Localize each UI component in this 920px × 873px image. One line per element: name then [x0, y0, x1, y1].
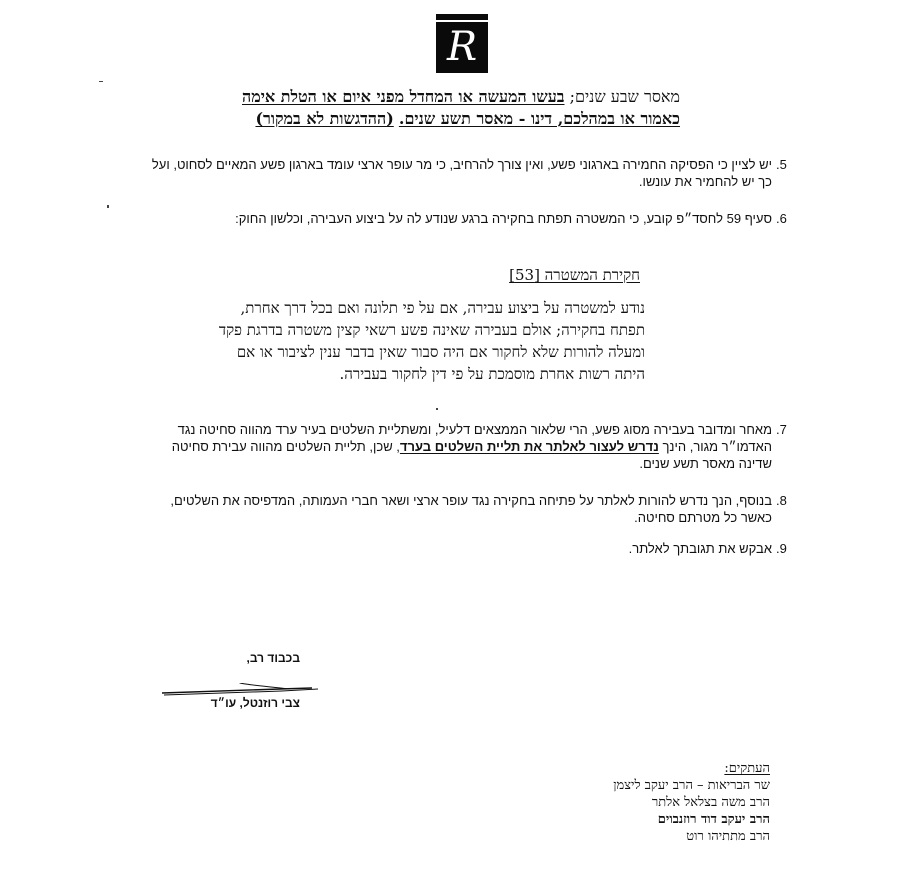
letterhead-logo [436, 14, 488, 73]
paragraph-number: 7. [776, 422, 787, 437]
paragraph-9 [138, 540, 787, 557]
cc-recipient: הרב מתתיהו רוט [686, 829, 770, 844]
signatory-name: צבי רוזנטל, עו״ד [210, 696, 300, 710]
scan-speck [436, 408, 438, 410]
cc-recipient: הרב יעקב דוד רוזנבוים [657, 812, 770, 827]
paragraph-7 [138, 421, 787, 472]
quote-line: ומעלה להורות שלא לחקור אם היה סבור שאין בדבר ענין לציבור או אם [236, 343, 645, 361]
quote-line: תפתח בחקירה; אולם בעבירה שאינה פשע רשאי קצין משטרה בדרגת פקד [218, 321, 645, 339]
quote-body [185, 297, 645, 385]
paragraph-number: 9. [776, 541, 787, 556]
paragraph-text: מאחר ומדובר בעבירה מסוג פשע, הרי שלאור הממצאים דלעיל, ומשתליית השלטים בעיר ערד מהווה סחיטה נגד האדמו״ר מגור, הינך נדרש לעצור לאלתר את תליית השלטים בערד, שכן, תליית השלטים מהווה עבירת סחיטה שדינה מאסר תשע שנים. [171, 422, 772, 471]
paragraph-8 [138, 492, 787, 526]
statute-continuation [160, 86, 680, 130]
scan-speck [107, 205, 109, 208]
paragraph-text: סעיף 59 לחסד״פ קובע, כי המשטרה תפתח בחקירה ברגע שנודע לה על ביצוע העבירה, וכלשון החוק: [235, 211, 772, 226]
paragraph-text: בנוסף, הנך נדרש להורות לאלתר על פתיחה בחקירה נגד עופר ארצי ושאר חברי העמותה, המדפיסה את השלטים, כאשר כל מטרתם סחיטה. [170, 493, 772, 525]
paragraph-5 [138, 156, 787, 190]
logo-letter: R [446, 24, 478, 70]
paragraph-text: אבקש את תגובתך לאלתר. [628, 541, 772, 556]
paragraph-6 [138, 210, 787, 227]
quote-line: נודע למשטרה על ביצוע עבירה, אם על פי תלונה ואם בכל דרך אחרת, [240, 299, 645, 317]
scan-speck [99, 81, 103, 82]
statute-line-1 [160, 86, 680, 108]
emphasis-note: (ההדגשות לא במקור) [255, 109, 394, 128]
cc-list [560, 760, 770, 845]
statute-text-plain: מאסר שבע שנים; [564, 87, 680, 106]
statute-line-2 [160, 108, 680, 130]
statute-text-emphasis: בעשו המעשה או המחדל מפני איום או הטלת אימה [242, 87, 565, 106]
paragraph-number: 5. [776, 157, 787, 172]
cc-recipient: הרב משה בצלאל אלתר [651, 795, 770, 810]
signature-greeting: בכבוד רב, [246, 651, 300, 665]
demand-emphasis: נדרש לעצור לאלתר את תליית השלטים בערד [399, 439, 659, 454]
quote-title: חקירת המשטרה [53] [509, 266, 640, 284]
quote-line: היתה רשות אחרת מוסמכת על פי דין לחקור בעבירה. [339, 365, 645, 383]
paragraph-text: יש לציין כי הפסיקה החמירה בארגוני פשע, ואין צורך להרחיב, כי מר עופר ארצי עומד בארגון פשע המאיים לסחוט, ועל כך יש להחמיר את עונשו. [151, 157, 772, 189]
paragraph-number: 8. [776, 493, 787, 508]
statute-text-emphasis: כאמור או במהלכם, דינו - מאסר תשע שנים. [398, 109, 680, 128]
cc-heading: העתקים: [724, 761, 770, 776]
paragraph-number: 6. [776, 211, 787, 226]
cc-recipient: שר הבריאות – הרב יעקב ליצמן [613, 778, 770, 793]
